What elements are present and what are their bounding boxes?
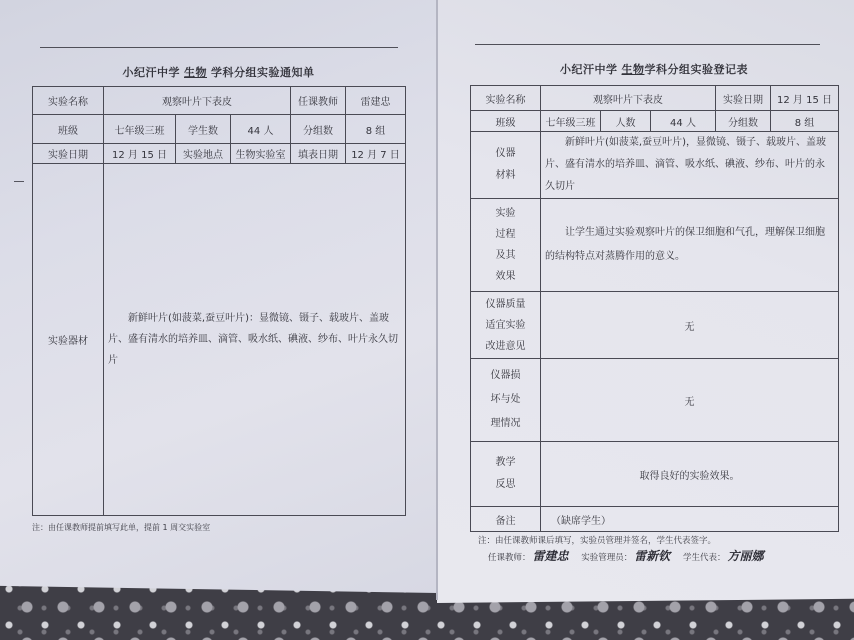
- register-quality: 无: [541, 292, 839, 359]
- register-school: 小纪汗中学: [560, 63, 618, 76]
- sign-teacher-label: 任课教师：: [488, 553, 531, 563]
- sign-teacher-signature: 雷建忠: [532, 549, 569, 563]
- notice-equipment-label: 实验器材: [33, 164, 104, 516]
- register-experiment-name: 观察叶片下表皮: [541, 86, 716, 111]
- notice-title: [32, 64, 405, 80]
- register-row-process: [471, 199, 839, 292]
- notice-subject: 生物: [184, 66, 207, 79]
- register-row-quality: [471, 292, 839, 359]
- register-count: 44 人: [651, 111, 716, 132]
- notice-groups-label: 分组数: [291, 115, 346, 144]
- notice-teacher: 雷建忠: [346, 87, 406, 115]
- sign-admin-signature: 雷新钦: [634, 549, 671, 563]
- register-row-materials: [471, 132, 839, 199]
- register-title: [470, 61, 838, 77]
- notice-row-name: [33, 87, 406, 115]
- sign-admin-label: 实验管理员：: [581, 553, 633, 563]
- notice-students-label: 学生数: [176, 115, 231, 144]
- register-remarks: （缺席学生）: [541, 507, 839, 532]
- register-reflection-label-cell: [471, 442, 541, 507]
- notice-teacher-label: 任课教师: [291, 87, 346, 115]
- register-footnote: 注：由任课教师课后填写，实验员管理并签名，学生代表签字。: [478, 536, 717, 546]
- notice-row-date: [33, 144, 406, 164]
- notice-title-text: 学科分组实验通知单: [211, 66, 315, 79]
- register-title-text: 学科分组实验登记表: [644, 63, 748, 76]
- notice-school: 小纪汗中学: [122, 66, 180, 79]
- notice-groups: 8 组: [346, 115, 406, 144]
- notice-date-label: 实验日期: [33, 144, 104, 164]
- register-groups: 8 组: [771, 111, 839, 132]
- notice-fill-date-label: 填表日期: [291, 144, 346, 164]
- register-experiment-name-label: 实验名称: [471, 86, 541, 111]
- register-row-reflection: [471, 442, 839, 507]
- register-quality-label-cell: [471, 292, 541, 359]
- register-date-label: 实验日期: [716, 86, 771, 111]
- notice-row-equipment: [33, 164, 406, 516]
- notice-table: [32, 86, 406, 516]
- register-reflection-label: 教学反思: [495, 457, 516, 490]
- sign-student-signature: 方丽娜: [727, 549, 764, 563]
- register-materials-label: 仪器材料: [495, 148, 516, 181]
- register-count-label: 人数: [601, 111, 651, 132]
- margin-tick-mark: [14, 181, 24, 182]
- register-row-remarks: [471, 507, 839, 532]
- sign-student-label: 学生代表：: [682, 553, 726, 563]
- register-top-rule: [475, 44, 820, 45]
- register-remarks-label: 备注: [471, 507, 541, 532]
- notice-date: 12 月 15 日: [104, 144, 176, 164]
- notice-fill-date: 12 月 7 日: [346, 144, 406, 164]
- register-process: 让学生通过实验观察叶片的保卫细胞和气孔，理解保卫细胞的结构特点对蒸腾作用的意义。: [541, 199, 839, 292]
- register-class: 七年级三班: [541, 111, 601, 132]
- register-row-name: [471, 86, 839, 111]
- notice-experiment-name-label: 实验名称: [33, 87, 104, 115]
- sheet-seam: [436, 0, 438, 600]
- notice-footnote: 注：由任课教师提前填写此单，提前 1 周交实验室: [32, 523, 211, 532]
- notice-class-label: 班级: [33, 115, 104, 144]
- register-damage-label-cell: [471, 359, 541, 442]
- notice-students: 44 人: [231, 115, 291, 144]
- register-groups-label: 分组数: [716, 111, 771, 132]
- register-reflection: 取得良好的实验效果。: [541, 442, 839, 507]
- notice-equipment: 新鲜叶片(如菠菜,蚕豆叶片)：显微镜、镊子、载玻片、盖玻片、盛有清水的培养皿、滴管、吸水纸、碘液、纱布、叶片永久切片: [104, 164, 406, 516]
- register-damage: 无: [541, 359, 839, 442]
- register-row-class: [471, 111, 839, 132]
- register-materials-label-cell: [471, 132, 541, 199]
- register-table: [470, 85, 839, 532]
- notice-row-class: [33, 115, 406, 144]
- notice-top-rule: [40, 47, 398, 48]
- register-process-label-cell: [471, 199, 541, 292]
- register-class-label: 班级: [471, 111, 541, 132]
- notice-class: 七年级三班: [104, 115, 176, 144]
- register-subject: 生物: [621, 63, 645, 76]
- register-row-damage: [471, 359, 839, 442]
- register-materials: 新鲜叶片(如菠菜,蚕豆叶片)，显微镜、镊子、载玻片、盖玻片、盛有清水的培养皿、滴管、吸水纸、碘液、纱布、叶片的永久切片: [541, 132, 839, 199]
- register-signatures: [488, 547, 774, 564]
- register-quality-label: 仪器质量适宜实验改进意见: [485, 298, 526, 352]
- register-date: 12 月 15 日: [771, 86, 839, 111]
- register-process-label: 实验过程及其效果: [495, 208, 516, 282]
- register-damage-label: 仪器损坏与处理情况: [490, 370, 521, 429]
- notice-location: 生物实验室: [231, 144, 291, 164]
- notice-location-label: 实验地点: [176, 144, 231, 164]
- notice-experiment-name: 观察叶片下表皮: [104, 87, 291, 115]
